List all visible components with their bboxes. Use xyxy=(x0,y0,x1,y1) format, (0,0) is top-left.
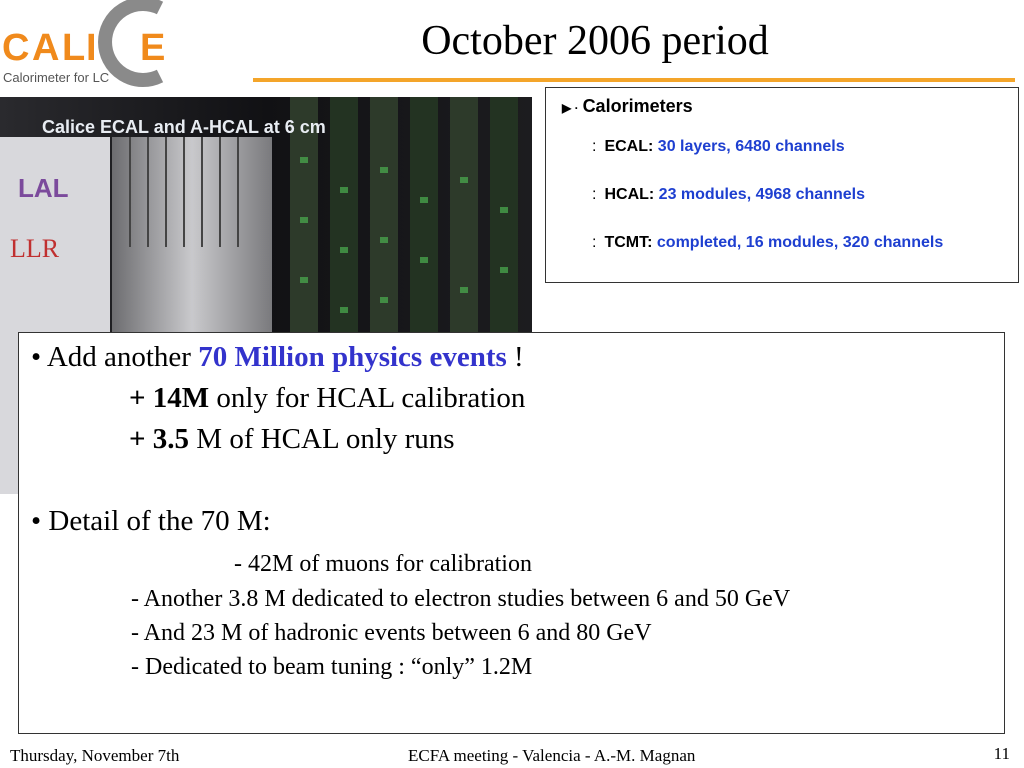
calo-row-hcal: : HCAL: 23 modules, 4968 channels xyxy=(592,186,865,203)
calo-row-tcmt: : TCMT: completed, 16 modules, 320 channels xyxy=(592,234,944,251)
llr-logo: LLR xyxy=(10,234,60,263)
calo-row-value: 30 layers, 6480 channels xyxy=(657,138,845,155)
bullet-add-events xyxy=(31,341,524,374)
logo-letter-l: L xyxy=(62,27,86,69)
calo-row-name: TCMT: xyxy=(604,234,653,251)
detail-item: - 42M of muons for calibration xyxy=(234,551,532,577)
logo-caption: Calorimeter for LC xyxy=(3,70,110,85)
logo-letter-c: C xyxy=(2,27,30,69)
sub-hcal-only-runs xyxy=(129,423,455,456)
logo-letter-e: E xyxy=(140,27,166,69)
logo-letter-a: A xyxy=(32,27,60,69)
detail-item: - Dedicated to beam tuning : “only” 1.2M xyxy=(131,654,533,680)
calo-row-ecal: : ECAL: 30 layers, 6480 channels xyxy=(592,138,845,155)
calorimeters-box xyxy=(545,87,1019,283)
detail-item: - Another 3.8 M dedicated to electron studies between 6 and 50 GeV xyxy=(131,586,791,612)
calorimeters-heading xyxy=(562,96,693,117)
triangle-bullet-icon: ▶ · xyxy=(562,101,579,115)
bullet-highlight: 70 Million physics events xyxy=(198,341,507,373)
calorimeters-heading-text: Calorimeters xyxy=(582,96,693,116)
calo-row-name: HCAL: xyxy=(604,186,655,203)
slide-title: October 2006 period xyxy=(421,18,769,64)
calo-row-name: ECAL: xyxy=(604,138,654,155)
bullet-dot: • xyxy=(31,505,42,537)
photo-caption: Calice ECAL and A-HCAL at 6 cm xyxy=(42,117,326,137)
calo-row-value: 23 modules, 4968 channels xyxy=(658,186,865,203)
lal-logo: LAL xyxy=(18,173,69,203)
logo-letter-i: I xyxy=(86,27,97,69)
sub-amount: + 14M xyxy=(129,382,210,414)
bullet-detail xyxy=(31,505,271,538)
sub-amount: + 3.5 xyxy=(129,423,190,455)
sub-text: only for HCAL calibration xyxy=(216,382,526,414)
page-number: 11 xyxy=(993,744,1010,763)
bullet-detail-text: Detail of the 70 M: xyxy=(48,505,271,537)
sub-text: M of HCAL only runs xyxy=(196,423,455,455)
sub-hcal-calibration xyxy=(129,382,525,415)
title-underline xyxy=(253,78,1015,82)
detail-item: - And 23 M of hadronic events between 6 and 80 GeV xyxy=(131,620,652,646)
calo-row-value: completed, 16 modules, 320 channels xyxy=(656,234,944,251)
footer-event: ECFA meeting - Valencia - A.-M. Magnan xyxy=(408,746,696,765)
bullet-prefix: Add another xyxy=(46,341,191,373)
main-text-box xyxy=(18,332,1005,734)
calice-logo xyxy=(0,0,175,92)
footer-date: Thursday, November 7th xyxy=(10,746,180,765)
bullet-dot: • xyxy=(31,341,42,373)
bullet-suffix: ! xyxy=(514,341,524,373)
